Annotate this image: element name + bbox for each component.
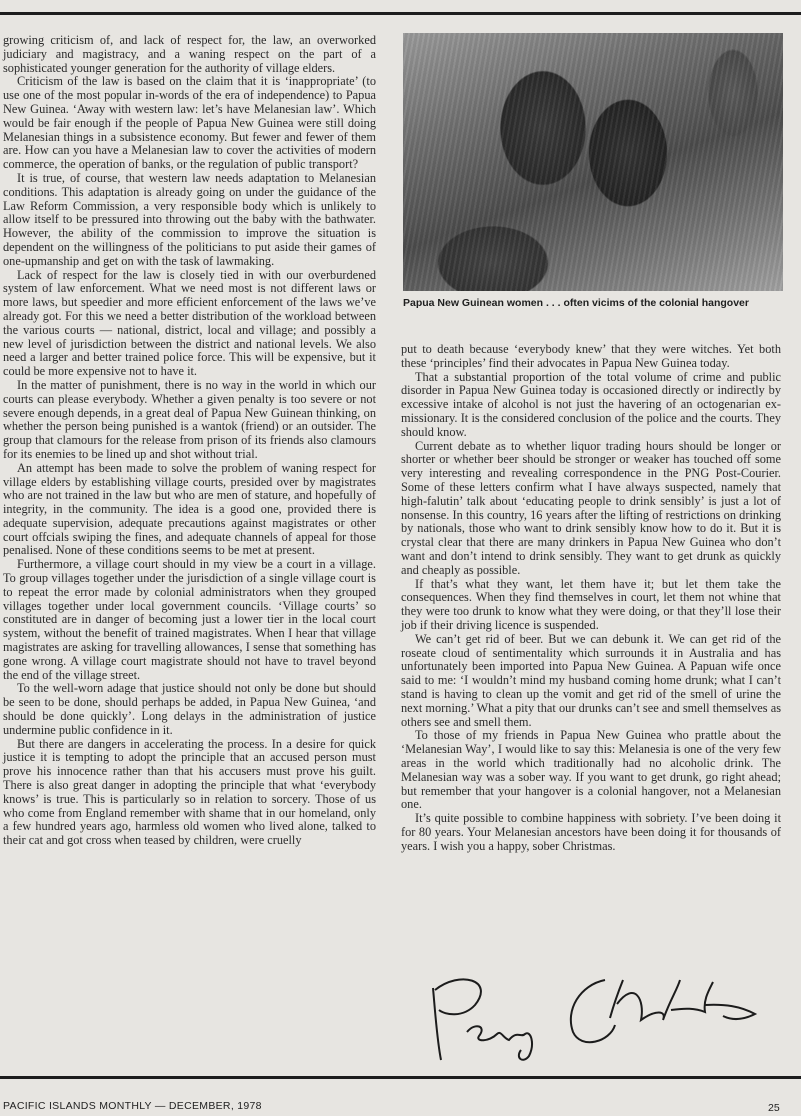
article-paragraph: Furthermore, a village court should in my view be a court in a village. To group villages together under the jurisdiction of a single village court is to repeat the error made by colonial administrators when they grouped villages together under local government councils. ‘Village courts’ so constituted are in danger of becoming just a lower tier in the local court system, without the benefit of trained magistrates. When I hear that village magistrates are asking for travelling allowances, I sense that something has gone wrong. A village court magistrate should not have to travel beyond the end of the village street. xyxy=(3,557,376,682)
page-number: 25 xyxy=(768,1102,780,1114)
bottom-rule xyxy=(0,1076,801,1079)
publication-footer: PACIFIC ISLANDS MONTHLY — DECEMBER, 1978 xyxy=(3,1100,262,1112)
article-photo xyxy=(403,33,783,291)
article-paragraph: put to death because ‘everybody knew’ that they were witches. Yet both these ‘principles’ find their advocates in Papua New Guinea today. xyxy=(401,342,781,370)
photo-caption: Papua New Guinean women . . . often vicims of the colonial hangover xyxy=(403,297,749,309)
article-paragraph: To those of my friends in Papua New Guinea who prattle about the ‘Melanesian Way’, I would like to say this: Melanesia is one of the very few areas in the world which traditionally had no alcoholic drink. The Melanesian way was a sober way. If you want to get drunk, go right ahead; but remember that your hangover is a colonial hangover, not a Melanesian one. xyxy=(401,728,781,812)
article-paragraph: It’s quite possible to combine happiness with sobriety. I’ve been doing it for 80 years. Your Melanesian ancestors have been doing it for thousands of years. I wish you a happy, sober Christmas. xyxy=(401,811,781,853)
article-paragraph: To the well-worn adage that justice should not only be done but should be seen to be done, should perhaps be added, in Papua New Guinea, ‘and should be done quickly’. Long delays in the administration of justice undermine public confidence in it. xyxy=(3,681,376,737)
article-paragraph: We can’t get rid of beer. But we can debunk it. We can get rid of the roseate cloud of sentimentality which surrounds it in Australia and has unfortunately been imported into Papua New Guinea. A Papuan wife once said to me: ‘I wouldn’t mind my husband coming home drunk; what I can’t stand is having to clean up the vomit and get rid of the smell of urine the next morning.’ What a pity that our drunks can’t see and smell themselves as others see and smell them. xyxy=(401,631,781,729)
right-article-column xyxy=(401,342,781,853)
article-paragraph: growing criticism of, and lack of respect for, the law, an overworked judiciary and magistracy, and a waning respect on the part of a sophisticated younger generation for the authority of village elders. xyxy=(3,33,376,75)
article-paragraph: Lack of respect for the law is closely tied in with our overburdened system of law enforcement. What we need most is not different laws or more laws, but speedier and more efficient enforcement of the laws we’ve already got. For this we need a better distribution of the workload between the various courts — national, district, local and village; and possibly a new level of jurisdiction between the district and national levels. We also need a larger and better trained police force. This will be expensive, but it could be more expensive not to have it. xyxy=(3,267,376,379)
author-signature xyxy=(405,960,781,1068)
article-paragraph: But there are dangers in accelerating the process. In a desire for quick justice it is tempting to adopt the principle that an accused person must prove his innocence rather than that his accusers must prove his guilt. There is also great danger in adopting the principle that what ‘everybody knows’ is true. This is particularly so in relation to sorcery. Those of us who come from England remember with shame that in our homeland, only a few hundred years ago, harmless old women who lived alone, talked to their cat and got cross when teased by children, were cruelly xyxy=(3,736,376,848)
article-paragraph: In the matter of punishment, there is no way in the world in which our courts can please everybody. Whether a given penalty is too severe or not severe enough depends, in a great deal of Papua New Guinean thinking, on whether the person being punished is a wantok (friend) or an outsider. The group that clamours for the release from prison of its friends also clamours for its enemies to be lined up and shot without trial. xyxy=(3,377,376,461)
article-paragraph: It is true, of course, that western law needs adaptation to Melanesian conditions. This adaptation is already going on under the guidance of the Law Reform Commission, a very responsible body which is unlikely to allow itself to be pressured into throwing out the baby with the bathwater. However, the ability of the commission to improve the situation is dependent on the willingness of the politicians to put aside their games of one-upmanship and get on with the task of lawmaking. xyxy=(3,170,376,268)
left-article-column xyxy=(3,34,376,1068)
top-rule xyxy=(0,12,801,15)
article-paragraph: That a substantial proportion of the total volume of crime and public disorder in Papua New Guinea today is occasioned directly or indirectly by excessive intake of alcohol is not just the havering of an octogenarian ex-missionary. It is the considered conclusion of the police and the courts. They should know. xyxy=(401,369,781,439)
article-paragraph: An attempt has been made to solve the problem of waning respect for village elders by establishing village courts, presided over by magistrates who are not trained in the law but who are men of stature, and hopefully of integrity, in the community. The idea is a good one, provided there is adequate supervision, adequate precautions against magistrates or other court offcials swiping the fines, and adequate channels of appeal for those penalised. None of these conditions seems to be met at present. xyxy=(3,460,376,558)
article-paragraph: If that’s what they want, let them have it; but let them take the consequences. When they find themselves in court, let them not whine that they were too drunk to know what they were doing, or that they’ll lose their job if their driving licence is suspended. xyxy=(401,576,781,632)
photo-texture xyxy=(403,33,783,291)
article-paragraph: Current debate as to whether liquor trading hours should be longer or shorter or whether beer should be stronger or weaker has touched off some very interesting and revealing correspondence in the PNG Post-Courier. Some of these letters confirm what I have always suspected, namely that high-falutin’ talk about ‘educating people to drink sensibly’ is just a lot of nonsense. In this country, 16 years after the lifting of restrictions on drinking by nationals, those who want to drink sensibly know how to do it. But it is crystal clear that there are many drinkers in Papua New Guinea who don’t want and don’t intend to drink sensibly. They want to get drunk as quickly and cheaply as possible. xyxy=(401,438,781,577)
article-paragraph: Criticism of the law is based on the claim that it is ‘inappropriate’ (to use one of the most popular in-words of the era of independence) to Papua New Guinea. ‘Away with western law: let’s have Melanesian law’. Which would be fair enough if the people of Papua New Guinea were still doing Melanesian things in a subsistence economy. But fewer and fewer of them are. How can you have a Melanesian law to cover the activities of modern commerce, the operation of banks, or the regulation of public transport? xyxy=(3,74,376,172)
